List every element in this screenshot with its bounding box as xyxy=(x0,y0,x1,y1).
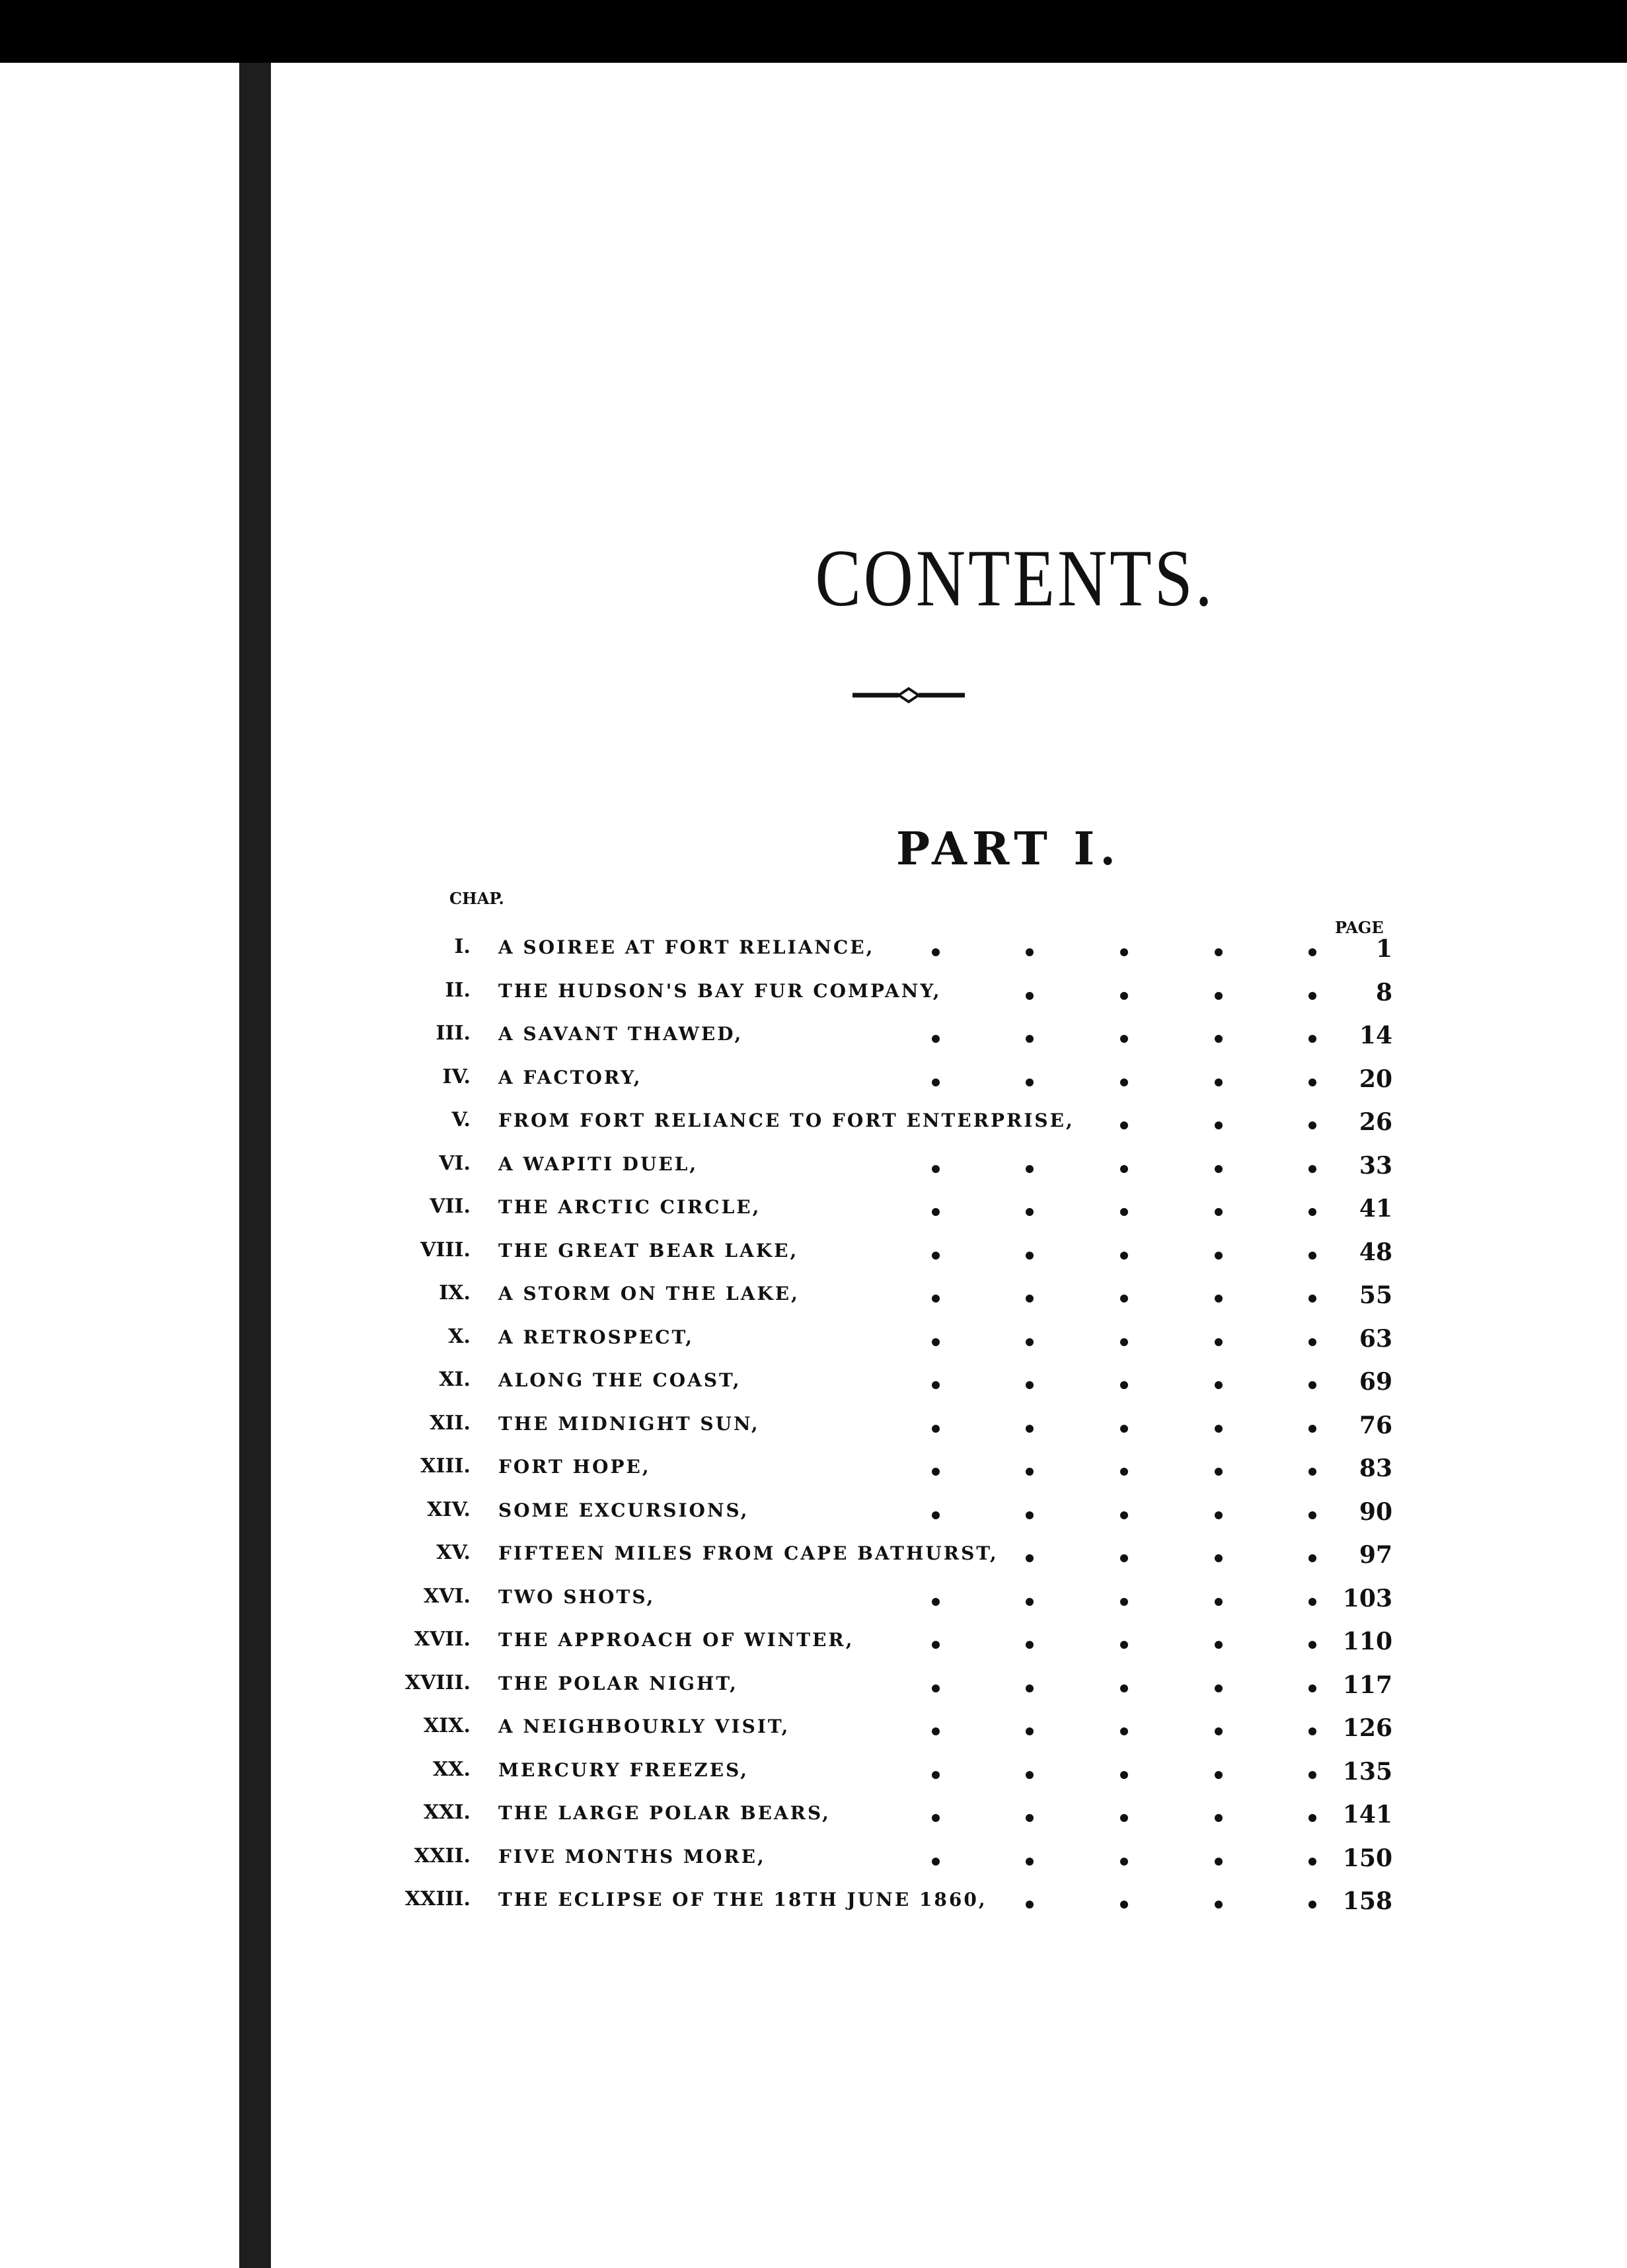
leader-dot xyxy=(932,1165,940,1173)
page-number: 126 xyxy=(1342,1714,1392,1742)
chapter-number: VIII. xyxy=(420,1238,471,1262)
leader-dot xyxy=(1215,1381,1223,1389)
leader-dot xyxy=(1026,1901,1034,1909)
leader-dot xyxy=(1215,1295,1223,1303)
leader-dot xyxy=(1215,1165,1223,1173)
page-number: 117 xyxy=(1342,1671,1392,1699)
toc-entry xyxy=(271,1152,1627,1193)
leader-dot xyxy=(932,1771,940,1779)
toc-entry xyxy=(271,1758,1627,1799)
chapter-number: XXI. xyxy=(423,1801,471,1824)
toc-entry xyxy=(271,1455,1627,1495)
page-number: 135 xyxy=(1342,1757,1392,1786)
leader-dot xyxy=(1215,1425,1223,1433)
toc-entry xyxy=(271,1887,1627,1928)
chapter-number: XVI. xyxy=(423,1584,471,1608)
leader-dot xyxy=(1120,1814,1128,1822)
toc-entry xyxy=(271,1714,1627,1755)
chapter-number: XXII. xyxy=(414,1844,471,1868)
leader-dot xyxy=(1120,1295,1128,1303)
leader-dot xyxy=(1215,992,1223,1000)
leader-dot xyxy=(1026,1511,1034,1519)
page-number: 1 xyxy=(1375,935,1392,963)
leader-dot xyxy=(1026,1641,1034,1649)
part-heading: PART I. xyxy=(895,823,1121,876)
leader-dot xyxy=(932,1425,940,1433)
leader-dot xyxy=(1308,1338,1316,1346)
leader-dot xyxy=(1215,1554,1223,1562)
toc-entry xyxy=(271,1238,1627,1279)
leader-dot xyxy=(1308,1641,1316,1649)
chapter-title: A SAVANT THAWED, xyxy=(498,1023,743,1045)
toc-entry xyxy=(271,1412,1627,1453)
chapter-title: A WAPITI DUEL, xyxy=(498,1153,699,1175)
page-number: 20 xyxy=(1359,1065,1392,1093)
leader-dot xyxy=(932,1598,940,1606)
leader-dot xyxy=(1026,1727,1034,1735)
page-number: 103 xyxy=(1342,1584,1392,1612)
contents-page xyxy=(271,63,1627,2268)
leader-dot xyxy=(1308,1035,1316,1043)
leader-dot xyxy=(1308,1208,1316,1216)
page-number: 110 xyxy=(1342,1628,1392,1655)
leader-dot xyxy=(1308,1425,1316,1433)
toc-entry xyxy=(271,1844,1627,1885)
leader-dot xyxy=(1120,1165,1128,1173)
leader-dot xyxy=(1308,1295,1316,1303)
chapter-number: XIX. xyxy=(423,1714,471,1737)
chapter-number: IX. xyxy=(439,1281,471,1304)
page-title: CONTENTS. xyxy=(815,533,1215,624)
leader-dot xyxy=(1308,948,1316,956)
toc-entry xyxy=(271,1801,1627,1842)
leader-dot xyxy=(1215,1035,1223,1043)
leader-dot xyxy=(1215,1641,1223,1649)
toc-entry xyxy=(271,1671,1627,1712)
leader-dot xyxy=(1308,1078,1316,1086)
leader-dot xyxy=(1026,1598,1034,1606)
leader-dot xyxy=(932,1078,940,1086)
toc-entry xyxy=(271,1325,1627,1366)
leader-dot xyxy=(1215,1727,1223,1735)
chapter-title: FORT HOPE, xyxy=(498,1456,651,1478)
chapter-title: FIFTEEN MILES FROM CAPE BATHURST, xyxy=(498,1542,999,1564)
leader-dot xyxy=(932,1814,940,1822)
toc-entry xyxy=(271,1541,1627,1582)
leader-dot xyxy=(1120,1208,1128,1216)
page-number: 33 xyxy=(1359,1151,1392,1180)
divider-ornament xyxy=(852,684,965,706)
leader-dot xyxy=(1215,1121,1223,1129)
chapter-number: XII. xyxy=(430,1411,471,1435)
page-number: 141 xyxy=(1342,1801,1392,1829)
leader-dot xyxy=(1215,1814,1223,1822)
leader-dot xyxy=(1026,1338,1034,1346)
chapter-number: XX. xyxy=(433,1757,471,1781)
leader-dot xyxy=(1026,1554,1034,1562)
leader-dot xyxy=(1308,992,1316,1000)
leader-dot xyxy=(1026,1078,1034,1086)
leader-dot xyxy=(932,1208,940,1216)
leader-dot xyxy=(932,1381,940,1389)
leader-dot xyxy=(932,1511,940,1519)
leader-dot xyxy=(1308,1771,1316,1779)
leader-dot xyxy=(1026,1684,1034,1692)
leader-dot xyxy=(1308,1684,1316,1692)
leader-dot xyxy=(1120,1727,1128,1735)
chapter-title: A FACTORY, xyxy=(498,1066,642,1088)
page-number: 63 xyxy=(1359,1324,1392,1353)
chapter-title: FROM FORT RELIANCE TO FORT ENTERPRISE, xyxy=(498,1110,1075,1131)
leader-dot xyxy=(1026,1035,1034,1043)
page-number: 48 xyxy=(1359,1238,1392,1266)
leader-dot xyxy=(1215,1858,1223,1866)
binding-gutter xyxy=(239,63,271,2268)
leader-dot xyxy=(1120,1771,1128,1779)
chapter-number: XIII. xyxy=(420,1455,471,1478)
chapter-title: MERCURY FREEZES, xyxy=(498,1758,749,1781)
chapter-number: III. xyxy=(435,1022,471,1045)
toc-entry xyxy=(271,1108,1627,1149)
chapter-title: THE MIDNIGHT SUN, xyxy=(498,1412,760,1435)
leader-dot xyxy=(932,1295,940,1303)
leader-dot xyxy=(1215,1252,1223,1260)
leader-dot xyxy=(1026,1208,1034,1216)
toc-entry xyxy=(271,1065,1627,1106)
leader-dot xyxy=(1215,1338,1223,1346)
leader-dot xyxy=(1308,1511,1316,1519)
page-number: 69 xyxy=(1359,1368,1392,1396)
leader-dot xyxy=(932,1252,940,1260)
chapter-title: A NEIGHBOURLY VISIT, xyxy=(498,1716,790,1737)
leader-dot xyxy=(1308,1468,1316,1476)
leader-dot xyxy=(1120,1684,1128,1692)
leader-dot xyxy=(1120,1078,1128,1086)
page-number: 8 xyxy=(1375,978,1392,1006)
leader-dot xyxy=(1308,1252,1316,1260)
leader-dot xyxy=(1026,1468,1034,1476)
leader-dot xyxy=(932,948,940,956)
leader-dot xyxy=(1215,1684,1223,1692)
chapter-title: A STORM ON THE LAKE, xyxy=(498,1283,800,1304)
page-column-label: PAGE xyxy=(1335,918,1384,937)
leader-dot xyxy=(932,1641,940,1649)
leader-dot xyxy=(1120,1901,1128,1909)
page-number: 55 xyxy=(1359,1281,1392,1309)
leader-dot xyxy=(1308,1727,1316,1735)
leader-dot xyxy=(932,1684,940,1692)
leader-dot xyxy=(1120,1425,1128,1433)
chapter-number: X. xyxy=(448,1324,471,1348)
leader-dot xyxy=(1215,1598,1223,1606)
page-number: 150 xyxy=(1342,1844,1392,1872)
toc-entry xyxy=(271,1498,1627,1539)
leader-dot xyxy=(1308,1598,1316,1606)
facing-page-edge xyxy=(0,63,239,2268)
leader-dot xyxy=(1120,1554,1128,1562)
leader-dot xyxy=(1120,1858,1128,1866)
page-number: 83 xyxy=(1359,1455,1392,1482)
toc-entry xyxy=(271,1022,1627,1063)
page-number: 76 xyxy=(1359,1411,1392,1439)
chapter-title: ALONG THE COAST, xyxy=(498,1369,741,1391)
page-number: 90 xyxy=(1359,1497,1392,1526)
page-number: 41 xyxy=(1359,1195,1392,1223)
leader-dot xyxy=(1026,1858,1034,1866)
leader-dot xyxy=(932,1727,940,1735)
leader-dot xyxy=(932,1338,940,1346)
chapter-number: XVII. xyxy=(414,1628,471,1651)
page-number: 97 xyxy=(1359,1541,1392,1569)
toc-entry xyxy=(271,1281,1627,1322)
leader-dot xyxy=(1026,1771,1034,1779)
leader-dot xyxy=(1120,1598,1128,1606)
leader-dot xyxy=(1120,1121,1128,1129)
chapter-title: THE LARGE POLAR BEARS, xyxy=(498,1802,831,1824)
toc-entry xyxy=(271,1585,1627,1626)
leader-dot xyxy=(1026,1165,1034,1173)
chapter-title: FIVE MONTHS MORE, xyxy=(498,1845,766,1868)
page-number: 158 xyxy=(1342,1887,1392,1915)
chapter-title: THE POLAR NIGHT, xyxy=(498,1672,738,1694)
leader-dot xyxy=(1026,992,1034,1000)
leader-dot xyxy=(1308,1814,1316,1822)
leader-dot xyxy=(1308,1858,1316,1866)
leader-dot xyxy=(1308,1381,1316,1389)
chapter-title: THE ARCTIC CIRCLE, xyxy=(498,1196,761,1218)
leader-dot xyxy=(1120,1511,1128,1519)
chapter-number: V. xyxy=(451,1108,471,1131)
leader-dot xyxy=(1026,1814,1034,1822)
chapter-title: THE ECLIPSE OF THE 18TH JUNE 1860, xyxy=(498,1889,987,1910)
leader-dot xyxy=(1215,1208,1223,1216)
leader-dot xyxy=(1308,1554,1316,1562)
chapter-number: XV. xyxy=(436,1541,471,1564)
chapter-title: A SOIREE AT FORT RELIANCE, xyxy=(498,936,875,958)
leader-dot xyxy=(1120,1468,1128,1476)
leader-dot xyxy=(932,1035,940,1043)
chapter-number: XVIII. xyxy=(404,1671,471,1694)
toc-entry xyxy=(271,935,1627,976)
leader-dot xyxy=(1120,1641,1128,1649)
leader-dot xyxy=(1120,948,1128,956)
chapter-title: THE GREAT BEAR LAKE, xyxy=(498,1239,799,1262)
chapter-column-label: CHAP. xyxy=(449,889,504,908)
chapter-title: A RETROSPECT, xyxy=(498,1326,694,1348)
chapter-number: XIV. xyxy=(427,1497,471,1521)
leader-dot xyxy=(1026,1381,1034,1389)
leader-dot xyxy=(932,1468,940,1476)
leader-dot xyxy=(1120,1381,1128,1389)
leader-dot xyxy=(1120,1035,1128,1043)
chapter-title: SOME EXCURSIONS, xyxy=(498,1499,749,1521)
leader-dot xyxy=(1215,1901,1223,1909)
leader-dot xyxy=(1026,1295,1034,1303)
leader-dot xyxy=(1215,1078,1223,1086)
leader-dot xyxy=(1120,1252,1128,1260)
chapter-number: II. xyxy=(445,978,471,1002)
leader-dot xyxy=(1026,1252,1034,1260)
chapter-number: VI. xyxy=(439,1151,471,1175)
chapter-number: I. xyxy=(454,935,471,958)
toc-entry xyxy=(271,1368,1627,1409)
chapter-number: VII. xyxy=(430,1195,471,1218)
chapter-title: THE APPROACH OF WINTER, xyxy=(498,1629,854,1651)
leader-dot xyxy=(1308,1901,1316,1909)
leader-dot xyxy=(1215,1468,1223,1476)
chapter-number: IV. xyxy=(442,1065,471,1088)
leader-dot xyxy=(1308,1121,1316,1129)
leader-dot xyxy=(1215,948,1223,956)
leader-dot xyxy=(1026,1425,1034,1433)
leader-dot xyxy=(1308,1165,1316,1173)
chapter-title: THE HUDSON'S BAY FUR COMPANY, xyxy=(498,979,942,1002)
page-number: 14 xyxy=(1359,1022,1392,1049)
leader-dot xyxy=(1215,1511,1223,1519)
leader-dot xyxy=(1120,992,1128,1000)
leader-dot xyxy=(1215,1771,1223,1779)
chapter-title: TWO SHOTS, xyxy=(498,1585,656,1608)
chapter-number: XI. xyxy=(439,1368,471,1391)
toc-entry xyxy=(271,1195,1627,1236)
chapter-number: XXIII. xyxy=(404,1887,471,1910)
leader-dot xyxy=(1120,1338,1128,1346)
page-number: 26 xyxy=(1359,1108,1392,1136)
toc-entry xyxy=(271,979,1627,1020)
leader-dot xyxy=(1026,948,1034,956)
toc-entry xyxy=(271,1628,1627,1669)
leader-dot xyxy=(932,1858,940,1866)
